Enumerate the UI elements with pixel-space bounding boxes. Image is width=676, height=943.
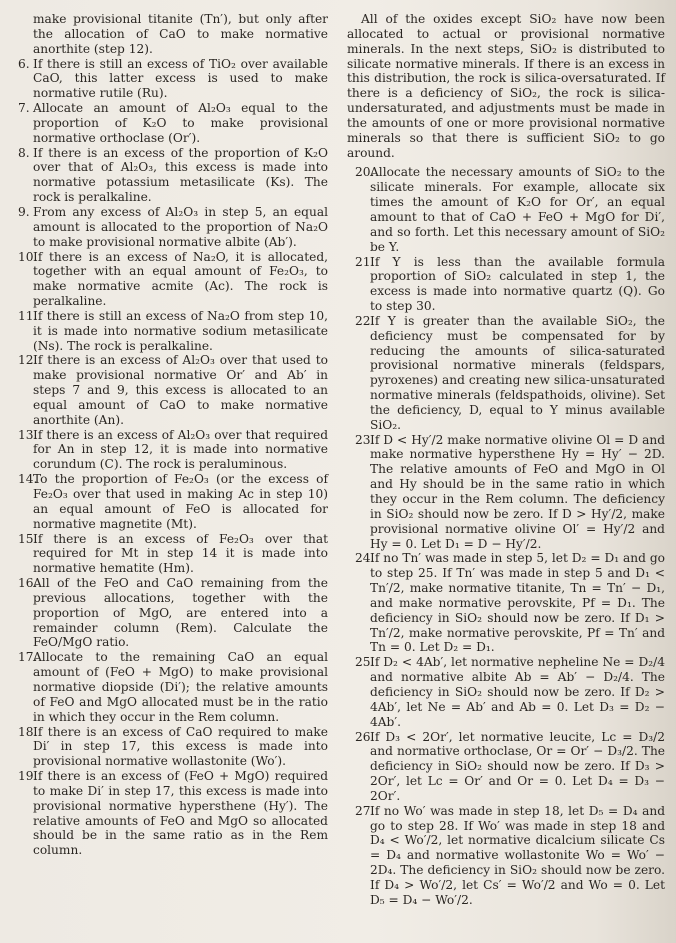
step-item [10, 576, 328, 650]
step-item [347, 730, 665, 804]
step-item [347, 165, 665, 254]
step-item [347, 804, 665, 908]
step-item [347, 551, 665, 655]
step-text: If there is an excess of CaO required to make Di′ in step 17, this excess is made into provisional normative wollastonite (Wo′). [33, 724, 328, 769]
step-text: If no Tn′ was made in step 5, let D₂ = D₁ and go to step 25. If Tn′ was made in step 5 and D₁ < Tn′/2, make normative titanite, Tn = Tn′ − D₁, and make normative perovskite, Pf = D₁. The deficiency in SiO₂ should now be zero. If D₁ > Tn′/2, make normative perovskite, Pf = Tn′ and Tn = 0. Let D₂ = D₁. [370, 551, 665, 655]
step-number: 20. [355, 165, 375, 180]
step-number: 8. [18, 145, 30, 160]
step-item [347, 433, 665, 552]
step-item [10, 57, 328, 102]
step-number: 7. [18, 101, 30, 116]
step-number: 22. [355, 313, 375, 328]
step-item [10, 250, 328, 309]
step-text: Allocate the necessary amounts of SiO₂ to the silicate minerals. For example, allocate six times the amount of K₂O for Or′, an equal amount to that of CaO + FeO + MgO for Di′, and so forth. Let this necessary amount of SiO₂ be Y. [370, 165, 665, 254]
step-text: From any excess of Al₂O₃ in step 5, an equal amount is allocated to the proportion of Na₂O to make provisional normative albite (Ab′). [33, 204, 328, 249]
step-number: 24. [355, 551, 375, 566]
step-item [10, 205, 328, 250]
step-number: 12. [18, 353, 38, 368]
step-number: 27. [355, 803, 375, 818]
step-text: To the proportion of Fe₂O₃ (or the excess of Fe₂O₃ over that used in making Ac in step 10) an equal amount of FeO is allocated for normative magnetite (Mt). [33, 472, 328, 531]
step-number: 25. [355, 655, 375, 670]
step-text: If there is still an excess of Na₂O from step 10, it is made into normative sodium metasilicate (Ns). The rock is peralkaline. [33, 308, 328, 353]
step-number: 21. [355, 254, 375, 269]
step-text: If there is an excess of (FeO + MgO) required to make Di′ in step 17, this excess is made into provisional normative hypersthene (Hy′). The relative amounts of FeO and MgO so allocated should be in the same ratio as in the Rem column. [33, 769, 328, 858]
left-steps-list [10, 57, 328, 859]
intro-paragraph: All of the oxides except SiO₂ have now been allocated to actual or provisional normative minerals. In the next steps, SiO₂ is distributed to silicate normative minerals. If there is an excess in this distribution, the rock is silica-oversaturated. If there is a deficiency of SiO₂, the rock is silica-undersaturated, and adjustments must be made in the amounts of one or more provisional normative minerals so that there is sufficient SiO₂ to go around. [347, 12, 665, 160]
step-number: 15. [18, 531, 38, 546]
step-number: 19. [18, 769, 38, 784]
step-text: If no Wo′ was made in step 18, let D₅ = D₄ and go to step 28. If Wo′ was made in step 18 and D₄ < Wo′/2, let normative dicalcium silicate Cs = D₄ and normative wollastonite Wo = Wo′ − 2D₄. The deficiency in SiO₂ should now be zero. If D₄ > Wo′/2, let Cs′ = Wo′/2 and Wo = 0. Let D₅ = D₄ − Wo′/2. [370, 803, 665, 907]
step-item [10, 725, 328, 770]
step-item [10, 309, 328, 354]
step-number: 14. [18, 472, 38, 487]
step-item [10, 650, 328, 724]
step-text: If Y is greater than the available SiO₂, the deficiency must be compensated for by reducing the amounts of silica-saturated provisional normative minerals (feldspars, pyroxenes) and creating new silica-unsaturated normative minerals (feldspathoids, olivine). Set the deficiency, D, equal to Y minus available SiO₂. [370, 313, 665, 432]
step-number: 6. [18, 56, 30, 71]
step-text: If there is an excess of Al₂O₃ over that required for An in step 12, it is made into normative corundum (C). The rock is peraluminous. [33, 427, 328, 472]
step-text: If there is an excess of Na₂O, it is allocated, together with an equal amount of Fe₂O₃, to make normative acmite (Ac). The rock is peralkaline. [33, 249, 328, 309]
step-number: 23. [355, 432, 375, 447]
step-number: 13. [18, 427, 38, 442]
step-item [10, 353, 328, 427]
step-number: 17. [18, 650, 38, 665]
step-item [347, 655, 665, 729]
step-number: 26. [355, 729, 375, 744]
step-item [347, 314, 665, 433]
step-item [10, 146, 328, 205]
step-text: If D₃ < 2Or′, let normative leucite, Lc = D₃/2 and normative orthoclase, Or = Or′ − D₃/2. The deficiency in SiO₂ should now be zero. If D₃ > 2Or′, let Lc = Or′ and Or = 0. Let D₄ = D₃ − 2Or′. [370, 729, 665, 803]
step-item [10, 101, 328, 146]
step-item [10, 769, 328, 858]
step-text: If D₂ < 4Ab′, let normative nepheline Ne = D₂/4 and normative albite Ab = Ab′ − D₂/4. The deficiency in SiO₂ should now be zero. If D₂ > 4Ab′, let Ne = Ab′ and Ab = 0. Let D₃ = D₂ − 4Ab′. [370, 655, 665, 729]
step-text: If there is an excess of the proportion of K₂O over that of Al₂O₃, this excess is made into normative potassium metasilicate (Ks). The rock is peralkaline. [33, 145, 328, 205]
step-text: If there is still an excess of TiO₂ over available CaO, this latter excess is used to make normative rutile (Ru). [33, 56, 328, 101]
step-text: If there is an excess of Fe₂O₃ over that required for Mt in step 14 it is made into normative hematite (Hm). [33, 531, 328, 576]
step-item [10, 472, 328, 531]
step-text: Allocate to the remaining CaO an equal amount of (FeO + MgO) to make provisional normative diopside (Di′); the relative amounts of FeO and MgO allocated must be in the ratio in which they occur in the Rem column. [33, 650, 328, 724]
continued-step-text: make provisional titanite (Tn′), but only after the allocation of CaO to make normative anorthite (step 12). [33, 12, 328, 56]
right-steps-list [347, 165, 665, 907]
step-item [10, 532, 328, 577]
step-text: If there is an excess of Al₂O₃ over that used to make provisional normative Or′ and Ab′ in steps 7 and 9, this excess is allocated to an equal amount of CaO to make normative anorthite (An). [33, 353, 328, 427]
step-number: 16. [18, 576, 38, 591]
step-text: If Y is less than the available formula proportion of SiO₂ calculated in step 1, the excess is made into normative quartz (Q). Go to step 30. [370, 254, 665, 314]
step-number: 11. [18, 308, 38, 323]
step-number: 18. [18, 724, 38, 739]
left-column [10, 12, 328, 858]
step-number: 10. [18, 249, 38, 264]
step-text: All of the FeO and CaO remaining from the previous allocations, together with the proportion of MgO, are entered into a remainder column (Rem). Calculate the FeO/MgO ratio. [33, 576, 328, 650]
step-number: 9. [18, 204, 30, 219]
step-text: If D < Hy′/2 make normative olivine Ol = D and make normative hypersthene Hy = Hy′ − 2D. The relative amounts of FeO and MgO in Ol and Hy should be in the same ratio in which they occur in the Rem column. The deficiency in SiO₂ should now be zero. If D > Hy′/2, make provisional normative olivine Ol′ = Hy′/2 and Hy = 0. Let D₁ = D − Hy′/2. [370, 432, 665, 551]
step-item [10, 428, 328, 473]
right-column [347, 12, 665, 908]
step-text: Allocate an amount of Al₂O₃ equal to the proportion of K₂O to make provisional normative orthoclase (Or′). [33, 101, 328, 145]
step-item [347, 255, 665, 314]
